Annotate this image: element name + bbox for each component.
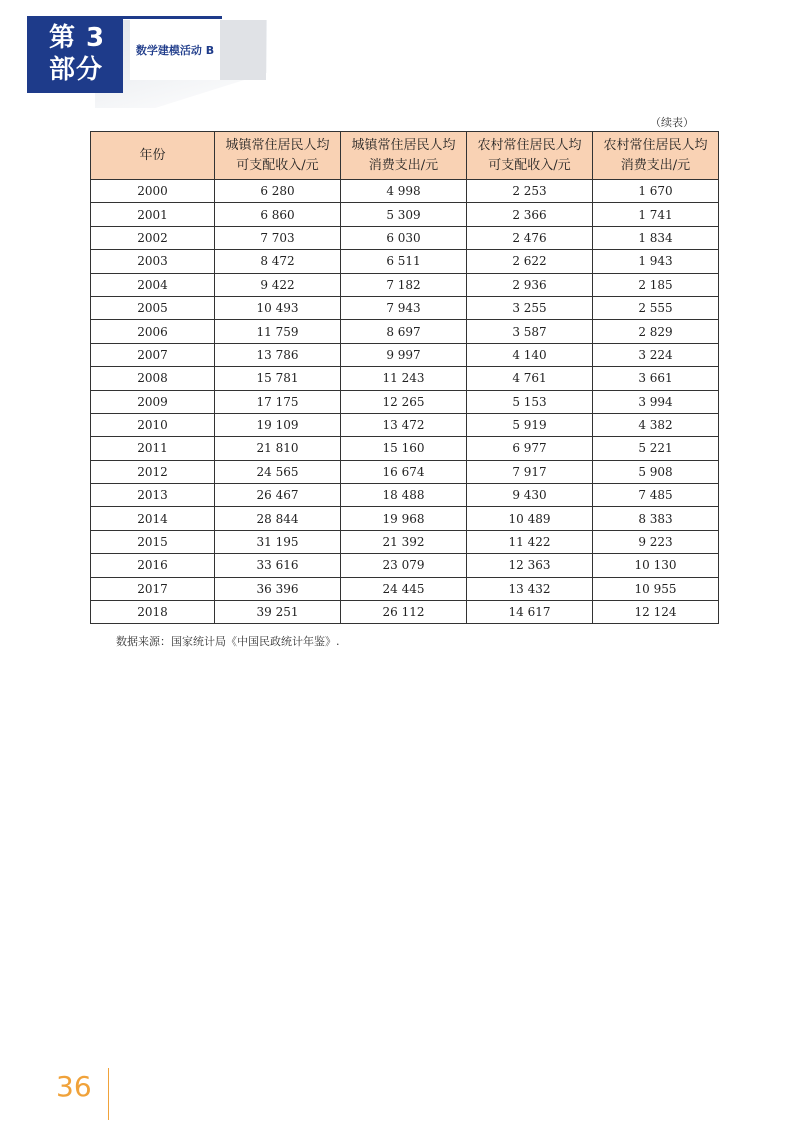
year-cell: 2010 [91, 413, 215, 436]
table-row [91, 437, 719, 460]
value-cell: 7 182 [341, 273, 467, 296]
value-cell: 5 153 [467, 390, 593, 413]
value-cell: 16 674 [341, 460, 467, 483]
year-cell: 2008 [91, 367, 215, 390]
table-row [91, 367, 719, 390]
value-cell: 6 977 [467, 437, 593, 460]
value-cell: 24 445 [341, 577, 467, 600]
value-cell: 3 255 [467, 296, 593, 319]
value-cell: 7 485 [593, 484, 719, 507]
column-header-3 [467, 132, 593, 180]
value-cell: 36 396 [215, 577, 341, 600]
value-cell: 13 786 [215, 343, 341, 366]
value-cell: 9 422 [215, 273, 341, 296]
year-cell: 2002 [91, 226, 215, 249]
table-row [91, 320, 719, 343]
value-cell: 11 243 [341, 367, 467, 390]
year-cell: 2004 [91, 273, 215, 296]
value-cell: 5 309 [341, 203, 467, 226]
year-cell: 2007 [91, 343, 215, 366]
value-cell: 19 109 [215, 413, 341, 436]
value-cell: 12 265 [341, 390, 467, 413]
table-row [91, 273, 719, 296]
year-cell: 2012 [91, 460, 215, 483]
table-row [91, 413, 719, 436]
table-header [91, 132, 719, 180]
value-cell: 8 697 [341, 320, 467, 343]
value-cell: 7 917 [467, 460, 593, 483]
value-cell: 6 030 [341, 226, 467, 249]
value-cell: 1 943 [593, 250, 719, 273]
value-cell: 5 221 [593, 437, 719, 460]
value-cell: 5 908 [593, 460, 719, 483]
table-row [91, 390, 719, 413]
year-cell: 2009 [91, 390, 215, 413]
table-row [91, 226, 719, 249]
value-cell: 1 670 [593, 180, 719, 203]
value-cell: 31 195 [215, 530, 341, 553]
value-cell: 2 622 [467, 250, 593, 273]
table-row [91, 554, 719, 577]
income-expenditure-table [90, 131, 719, 624]
table-row [91, 507, 719, 530]
value-cell: 2 366 [467, 203, 593, 226]
value-cell: 4 761 [467, 367, 593, 390]
section-subtitle: 数学建模活动 B [135, 44, 215, 57]
value-cell: 9 430 [467, 484, 593, 507]
value-cell: 11 759 [215, 320, 341, 343]
value-cell: 15 160 [341, 437, 467, 460]
value-cell: 12 363 [467, 554, 593, 577]
value-cell: 2 253 [467, 180, 593, 203]
column-header-line1: 农村常住居民人均 [477, 137, 582, 153]
table-row [91, 343, 719, 366]
value-cell: 2 555 [593, 296, 719, 319]
value-cell: 10 130 [593, 554, 719, 577]
value-cell: 26 112 [341, 601, 467, 624]
value-cell: 2 936 [467, 273, 593, 296]
value-cell: 4 382 [593, 413, 719, 436]
value-cell: 24 565 [215, 460, 341, 483]
table-row [91, 296, 719, 319]
column-header-line2: 消费支出/元 [368, 157, 439, 173]
value-cell: 18 488 [341, 484, 467, 507]
value-cell: 12 124 [593, 601, 719, 624]
value-cell: 23 079 [341, 554, 467, 577]
value-cell: 1 834 [593, 226, 719, 249]
value-cell: 39 251 [215, 601, 341, 624]
value-cell: 2 185 [593, 273, 719, 296]
value-cell: 7 703 [215, 226, 341, 249]
value-cell: 11 422 [467, 530, 593, 553]
part-title-line2: 部分 [49, 55, 104, 85]
table-row [91, 250, 719, 273]
value-cell: 4 998 [341, 180, 467, 203]
column-header-2 [341, 132, 467, 180]
value-cell: 17 175 [215, 390, 341, 413]
table-row [91, 484, 719, 507]
value-cell: 4 140 [467, 343, 593, 366]
year-cell: 2013 [91, 484, 215, 507]
column-header-line2: 可支配收入/元 [236, 157, 319, 173]
column-header-line1: 城镇常住居民人均 [225, 137, 330, 153]
value-cell: 19 968 [341, 507, 467, 530]
table-body [91, 180, 719, 624]
table-row [91, 203, 719, 226]
value-cell: 6 511 [341, 250, 467, 273]
value-cell: 10 493 [215, 296, 341, 319]
column-header-0 [91, 132, 215, 180]
value-cell: 3 224 [593, 343, 719, 366]
year-cell: 2018 [91, 601, 215, 624]
value-cell: 9 223 [593, 530, 719, 553]
year-cell: 2011 [91, 437, 215, 460]
column-header-1 [215, 132, 341, 180]
table-row [91, 180, 719, 203]
table-row [91, 530, 719, 553]
table-row [91, 601, 719, 624]
year-cell: 2006 [91, 320, 215, 343]
column-header-line2: 消费支出/元 [620, 157, 691, 173]
value-cell: 33 616 [215, 554, 341, 577]
continued-table-label: （续表） [650, 116, 694, 129]
header-corner-decoration [218, 20, 266, 80]
value-cell: 8 472 [215, 250, 341, 273]
value-cell: 21 810 [215, 437, 341, 460]
year-cell: 2005 [91, 296, 215, 319]
table-row [91, 577, 719, 600]
value-cell: 26 467 [215, 484, 341, 507]
value-cell: 13 432 [467, 577, 593, 600]
value-cell: 2 829 [593, 320, 719, 343]
year-cell: 2003 [91, 250, 215, 273]
part-title-line1: 第 3 [49, 23, 106, 53]
value-cell: 14 617 [467, 601, 593, 624]
part-title [49, 22, 123, 86]
year-cell: 2016 [91, 554, 215, 577]
value-cell: 8 383 [593, 507, 719, 530]
value-cell: 28 844 [215, 507, 341, 530]
year-cell: 2017 [91, 577, 215, 600]
value-cell: 6 860 [215, 203, 341, 226]
column-header-4 [593, 132, 719, 180]
source-note: 数据来源：国家统计局《中国民政统计年鉴》. [116, 635, 340, 648]
year-cell: 2001 [91, 203, 215, 226]
value-cell: 13 472 [341, 413, 467, 436]
value-cell: 6 280 [215, 180, 341, 203]
page-number: 36 [56, 1070, 92, 1103]
value-cell: 3 994 [593, 390, 719, 413]
value-cell: 7 943 [341, 296, 467, 319]
page-number-divider [108, 1068, 109, 1120]
year-cell: 2014 [91, 507, 215, 530]
value-cell: 2 476 [467, 226, 593, 249]
column-header-line2: 可支配收入/元 [488, 157, 571, 173]
column-header-line1: 农村常住居民人均 [603, 137, 708, 153]
value-cell: 10 955 [593, 577, 719, 600]
year-cell: 2015 [91, 530, 215, 553]
value-cell: 3 661 [593, 367, 719, 390]
column-header-line1: 城镇常住居民人均 [351, 137, 456, 153]
value-cell: 21 392 [341, 530, 467, 553]
value-cell: 1 741 [593, 203, 719, 226]
value-cell: 10 489 [467, 507, 593, 530]
value-cell: 9 997 [341, 343, 467, 366]
value-cell: 3 587 [467, 320, 593, 343]
section-subtitle-box [130, 20, 220, 80]
value-cell: 15 781 [215, 367, 341, 390]
value-cell: 5 919 [467, 413, 593, 436]
table-row [91, 460, 719, 483]
year-cell: 2000 [91, 180, 215, 203]
column-header-line1: 年份 [139, 147, 166, 163]
